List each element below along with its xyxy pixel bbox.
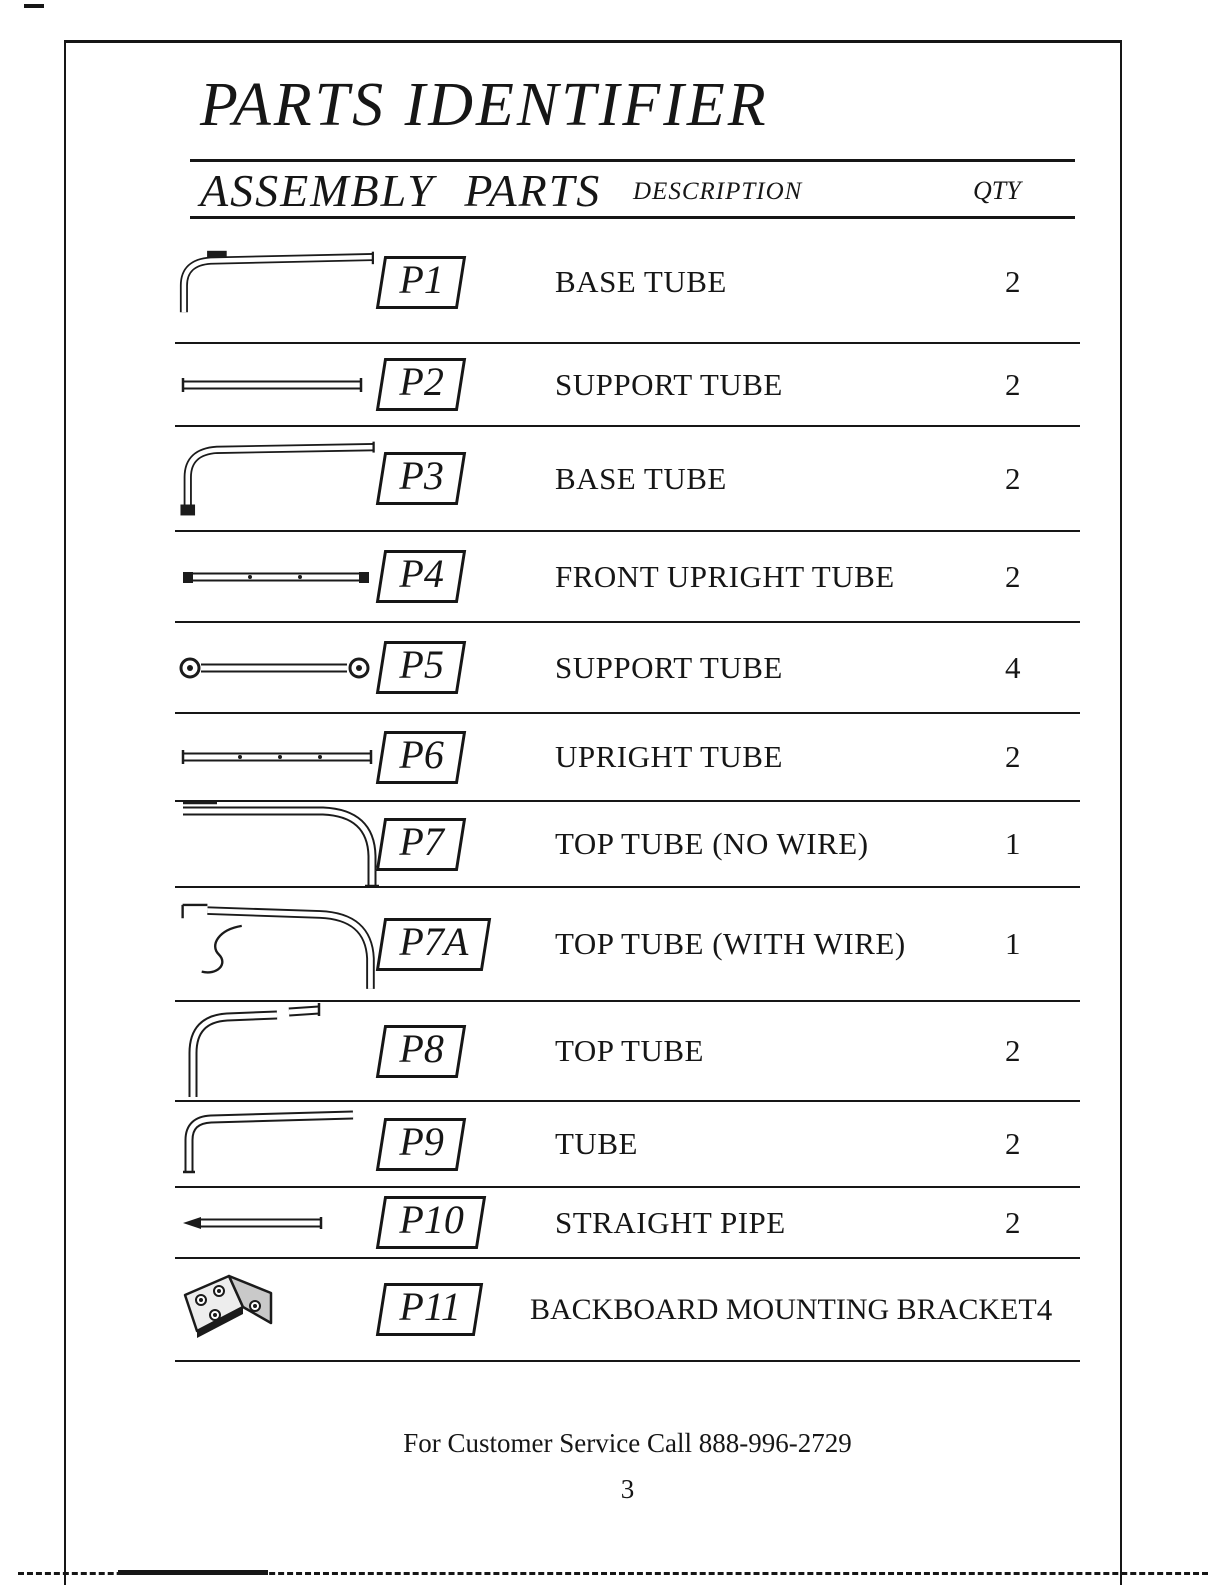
part-code-box bbox=[376, 256, 467, 309]
part-qty: 2 bbox=[1005, 1204, 1021, 1240]
part-description: TOP TUBE bbox=[555, 1033, 704, 1068]
part-qty: 2 bbox=[1005, 1033, 1021, 1068]
part-code: P6 bbox=[399, 731, 444, 777]
part-code: P11 bbox=[399, 1284, 461, 1329]
curved-base-tube-icon bbox=[175, 244, 380, 320]
part-code: P4 bbox=[399, 551, 444, 596]
table-row bbox=[175, 714, 1080, 800]
part-code-cell bbox=[380, 731, 555, 784]
part-description: TUBE bbox=[555, 1126, 638, 1161]
part-drawing-cell bbox=[175, 1211, 380, 1235]
straight-pipe-icon bbox=[175, 1211, 335, 1235]
part-code: P7 bbox=[399, 818, 444, 864]
part-code-box bbox=[376, 641, 467, 694]
table-row bbox=[175, 222, 1080, 342]
part-code: P2 bbox=[399, 359, 444, 404]
part-description: FRONT UPRIGHT TUBE bbox=[555, 558, 895, 594]
part-description: UPRIGHT TUBE bbox=[555, 739, 783, 774]
straight-tube-icon bbox=[175, 375, 370, 395]
table-row bbox=[175, 1259, 1080, 1360]
column-header-qty: QTY bbox=[973, 176, 1021, 205]
part-description: BASE TUBE bbox=[555, 460, 727, 496]
title-divider bbox=[190, 159, 1075, 162]
part-code-cell bbox=[380, 641, 555, 694]
part-qty: 2 bbox=[1005, 460, 1021, 496]
part-code: P8 bbox=[399, 1025, 444, 1071]
part-code-box bbox=[376, 1196, 487, 1249]
part-qty: 4 bbox=[1005, 649, 1021, 685]
part-description: TOP TUBE (NO WIRE) bbox=[555, 826, 869, 861]
part-qty: 4 bbox=[1036, 1291, 1053, 1327]
part-drawing-cell bbox=[175, 747, 380, 767]
part-code-cell bbox=[380, 452, 555, 505]
part-description: STRAIGHT PIPE bbox=[555, 1204, 786, 1240]
part-code-box bbox=[376, 358, 467, 411]
part-code-box bbox=[376, 818, 467, 871]
part-code: P10 bbox=[399, 1197, 464, 1242]
part-code: P3 bbox=[399, 453, 444, 498]
part-code-box bbox=[376, 1025, 467, 1078]
table-row bbox=[175, 427, 1080, 530]
part-code-cell bbox=[380, 256, 555, 309]
table-row bbox=[175, 1102, 1080, 1186]
part-code-box bbox=[376, 1283, 484, 1336]
part-qty: 1 bbox=[1005, 926, 1021, 961]
part-qty: 2 bbox=[1005, 264, 1021, 299]
part-drawing-cell bbox=[175, 1110, 380, 1178]
part-code-cell bbox=[380, 1283, 530, 1336]
elbow-tube-icon bbox=[175, 1001, 335, 1101]
part-code: P7A bbox=[399, 918, 469, 964]
part-drawing-cell bbox=[175, 1271, 380, 1349]
part-description: BASE TUBE bbox=[555, 264, 727, 299]
scan-artifact-bottom-bold bbox=[118, 1570, 268, 1575]
part-qty: 2 bbox=[1005, 739, 1021, 774]
part-qty: 2 bbox=[1005, 1126, 1021, 1161]
part-code-cell bbox=[380, 1118, 555, 1171]
part-code-box bbox=[376, 1118, 467, 1171]
table-row bbox=[175, 344, 1080, 425]
eyelet-tube-icon bbox=[175, 654, 375, 682]
table-row bbox=[175, 532, 1080, 621]
part-code-cell bbox=[380, 818, 555, 871]
table-row bbox=[175, 888, 1080, 1000]
part-code-cell bbox=[380, 358, 555, 411]
row-divider bbox=[175, 1360, 1080, 1362]
part-drawing-cell bbox=[175, 798, 380, 890]
part-code-box bbox=[376, 918, 491, 971]
table-row bbox=[175, 623, 1080, 712]
column-header-assembly-parts: ASSEMBLY PARTS bbox=[200, 165, 602, 216]
page-number: 3 bbox=[620, 1474, 635, 1504]
table-row bbox=[175, 1002, 1080, 1100]
part-code-box bbox=[376, 731, 467, 784]
part-description: SUPPORT TUBE bbox=[555, 366, 783, 402]
part-description: BACKBOARD MOUNTING BRACKET bbox=[530, 1292, 1037, 1326]
part-description: TOP TUBE (WITH WIRE) bbox=[555, 926, 906, 961]
part-code-box bbox=[376, 452, 467, 505]
curved-top-tube-icon bbox=[175, 798, 380, 890]
part-qty: 2 bbox=[1005, 558, 1021, 594]
part-description: SUPPORT TUBE bbox=[555, 649, 783, 685]
l-shaped-tube-icon bbox=[175, 1110, 360, 1178]
part-drawing-cell bbox=[175, 566, 380, 588]
part-code-cell bbox=[380, 1196, 555, 1249]
riveted-straight-tube-icon bbox=[175, 747, 380, 767]
mounting-bracket-icon bbox=[175, 1271, 290, 1349]
part-qty: 2 bbox=[1005, 366, 1021, 402]
part-qty: 1 bbox=[1005, 826, 1021, 861]
page-title: PARTS IDENTIFIER bbox=[200, 71, 769, 139]
part-code-cell bbox=[380, 550, 555, 603]
part-code: P9 bbox=[399, 1118, 444, 1164]
column-header-description: DESCRIPTION bbox=[633, 178, 803, 205]
part-drawing-cell bbox=[175, 437, 380, 521]
header-divider bbox=[190, 216, 1075, 219]
curved-top-tube-wire-icon bbox=[175, 893, 380, 995]
customer-service-text: For Customer Service Call 888-996-2729 bbox=[403, 1428, 852, 1458]
part-code-cell bbox=[380, 918, 555, 971]
part-code-box bbox=[376, 550, 467, 603]
part-drawing-cell bbox=[175, 893, 380, 995]
scan-artifact bbox=[24, 4, 44, 8]
curved-base-tube-foot-icon bbox=[175, 437, 380, 521]
capped-straight-tube-icon bbox=[175, 566, 375, 588]
part-code: P1 bbox=[399, 256, 444, 302]
part-code: P5 bbox=[399, 642, 444, 687]
table-row bbox=[175, 802, 1080, 886]
part-drawing-cell bbox=[175, 654, 380, 682]
part-drawing-cell bbox=[175, 1001, 380, 1101]
table-row bbox=[175, 1188, 1080, 1257]
part-drawing-cell bbox=[175, 244, 380, 320]
part-drawing-cell bbox=[175, 375, 380, 395]
part-code-cell bbox=[380, 1025, 555, 1078]
